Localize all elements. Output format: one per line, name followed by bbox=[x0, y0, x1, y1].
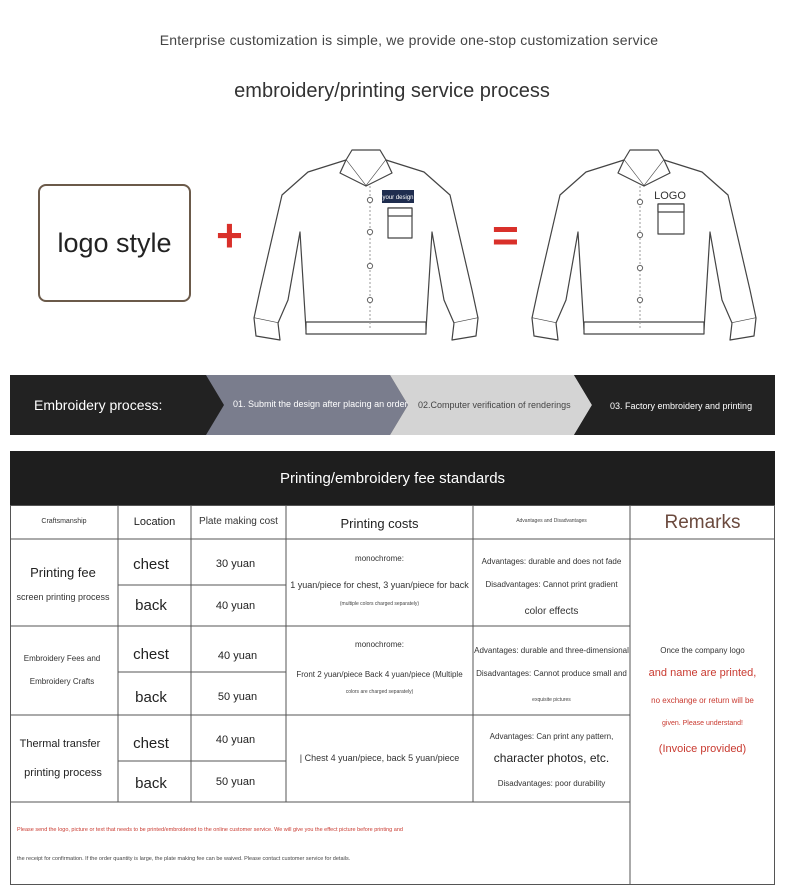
row3-location-back: back bbox=[135, 775, 167, 792]
row1-cost-line1: monochrome: bbox=[355, 554, 404, 563]
footer-note-line1: Please send the logo, picture or text that needs to be printed/embroidered to the online customer service. We will give you the effect picture before printing and bbox=[17, 827, 403, 833]
row3-cost-line1: | Chest 4 yuan/piece, back 5 yuan/piece bbox=[299, 753, 460, 763]
row2-cost-line3: colors are charged separately) bbox=[345, 689, 414, 695]
row1-location-back: back bbox=[135, 597, 167, 614]
row1-adv-line3: color effects bbox=[524, 606, 579, 617]
row1-location-chest: chest bbox=[133, 556, 169, 573]
row2-plate-back: 50 yuan bbox=[217, 691, 258, 703]
process-step-3: 03. Factory embroidery and printing bbox=[610, 401, 753, 411]
row3-plate-back: 50 yuan bbox=[215, 776, 256, 788]
row3-adv-line1: Advantages: Can print any pattern, bbox=[489, 732, 614, 741]
jacket-with-logo-illustration bbox=[526, 140, 766, 345]
fee-table-title-bar bbox=[10, 451, 775, 505]
row2-adv-line3: exquisite pictures bbox=[532, 697, 571, 703]
jacket-with-design-illustration bbox=[248, 140, 488, 345]
remarks-line4: given. Please understand! bbox=[662, 720, 743, 727]
row2-plate-chest: 40 yuan bbox=[217, 650, 258, 662]
header-adv-disadv: Advantages and Disadvantages bbox=[516, 518, 587, 524]
row1-adv-line1: Advantages: durable and does not fade bbox=[481, 557, 622, 566]
row2-craft-title: Embroidery Fees and bbox=[23, 654, 101, 663]
row3-adv-line2: character photos, etc. bbox=[493, 751, 610, 765]
row1-cost-line2: 1 yuan/piece for chest, 3 yuan/piece for back bbox=[290, 580, 469, 590]
row2-location-back: back bbox=[135, 689, 167, 706]
plus-sign: + bbox=[216, 209, 243, 261]
row1-craft-subtitle: screen printing process bbox=[16, 592, 110, 602]
process-step-1: 01. Submit the design after placing an order bbox=[233, 399, 408, 409]
process-step-2: 02.Computer verification of renderings bbox=[418, 400, 571, 410]
row3-plate-chest: 40 yuan bbox=[215, 734, 256, 746]
fee-table-title: Printing/embroidery fee standards bbox=[279, 469, 506, 487]
equals-sign: = bbox=[492, 209, 519, 261]
logo-tag-label: LOGO bbox=[654, 190, 686, 202]
logo-style-box bbox=[38, 184, 191, 302]
remarks-line5: (Invoice provided) bbox=[658, 743, 747, 755]
footer-note-line2: the receipt for confirmation. If the order quantity is large, the plate making fee can be waived. Please contact customer service for details. bbox=[17, 856, 351, 862]
header-plate-cost: Plate making cost bbox=[199, 516, 278, 527]
remarks-line3: no exchange or return will be bbox=[651, 696, 754, 705]
row2-adv-line2: Disadvantages: Cannot produce small and bbox=[476, 669, 627, 678]
row3-location-chest: chest bbox=[133, 735, 169, 752]
row1-craft-title: Printing fee bbox=[30, 565, 96, 580]
header-remarks: Remarks bbox=[664, 512, 741, 533]
logo-style-label: logo style bbox=[57, 227, 172, 258]
remarks-line1: Once the company logo bbox=[660, 646, 745, 655]
page-subtitle: Enterprise customization is simple, we provide one-stop customization service bbox=[159, 32, 659, 48]
row3-craft-subtitle: printing process bbox=[24, 767, 102, 779]
row2-location-chest: chest bbox=[133, 646, 169, 663]
header-printing-costs: Printing costs bbox=[340, 516, 419, 531]
row2-cost-line1: monochrome: bbox=[355, 640, 404, 649]
row1-cost-line3: (multiple colors charged separately) bbox=[339, 601, 420, 607]
header-location: Location bbox=[133, 516, 176, 528]
row1-plate-chest: 30 yuan bbox=[215, 558, 256, 570]
process-label: Embroidery process: bbox=[34, 397, 163, 413]
row1-adv-line2: Disadvantages: Cannot print gradient bbox=[485, 580, 618, 589]
row3-adv-line3: Disadvantages: poor durability bbox=[497, 779, 606, 788]
row2-cost-line2: Front 2 yuan/piece Back 4 yuan/piece (Multiple bbox=[296, 670, 463, 679]
row1-plate-back: 40 yuan bbox=[215, 600, 256, 612]
remarks-line2: and name are printed, bbox=[648, 667, 757, 679]
row2-adv-line1: Advantages: durable and three-dimensional bbox=[474, 646, 629, 655]
page-title: embroidery/printing service process bbox=[234, 80, 550, 102]
row2-craft-subtitle: Embroidery Crafts bbox=[29, 677, 95, 686]
header-craftsmanship: Craftsmanship bbox=[41, 518, 87, 525]
row3-craft-title: Thermal transfer bbox=[19, 738, 101, 750]
design-tag-label: your design bbox=[382, 195, 414, 201]
